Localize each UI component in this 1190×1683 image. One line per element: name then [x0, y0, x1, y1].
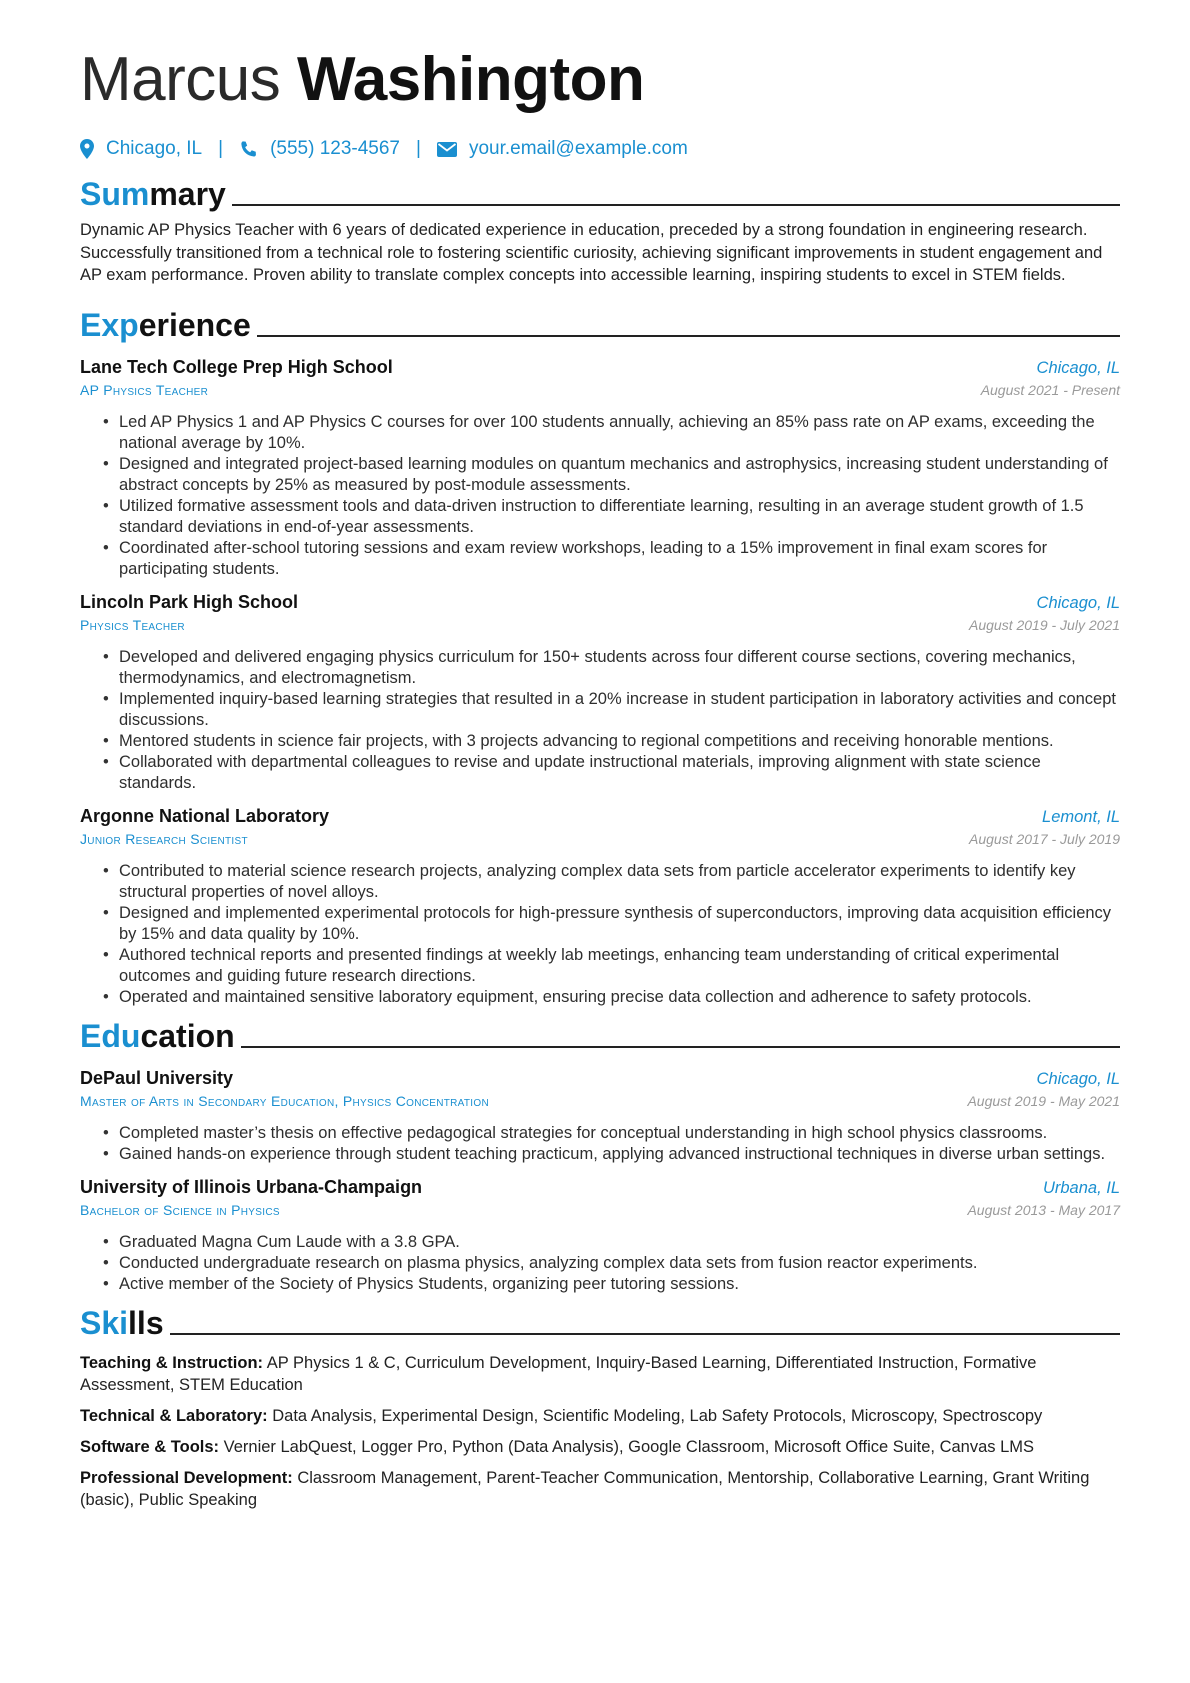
- map-marker-icon: [80, 139, 94, 159]
- entry-location: Lemont, IL: [1042, 807, 1120, 826]
- entry-header: [80, 1066, 1120, 1090]
- bullet-item: • Collaborated with departmental colleagues to revise and update instructional materials, improving alignment with state science standards.: [103, 752, 1120, 794]
- email-link: your.email@example.com: [468, 138, 688, 159]
- bullet-item: • Authored technical reports and presented findings at weekly lab meetings, enhancing team understanding of critical experimental outcomes and guiding future research directions.: [103, 945, 1120, 987]
- organization-name: Lincoln Park High School: [80, 591, 299, 612]
- organization-name: DePaul University: [80, 1067, 234, 1088]
- bullet-item: • Led AP Physics 1 and AP Physics C courses for over 100 students annually, achieving an 85% pass rate on AP exams, exceeding the national average by 10%.: [103, 412, 1120, 454]
- education-list: [80, 1066, 1120, 1295]
- contact-separator: |: [416, 138, 421, 159]
- bullet-item: • Coordinated after-school tutoring sessions and exam review workshops, leading to a 15% improvement in final exam scores for participating students.: [103, 538, 1120, 580]
- skills-list: [80, 1352, 1120, 1511]
- organization-name: Argonne National Laboratory: [80, 805, 330, 826]
- section-education-header: [80, 1012, 1120, 1056]
- section-rule: [241, 1046, 1120, 1048]
- entry-subheader: [80, 1200, 1120, 1220]
- skill-row: [80, 1467, 1120, 1511]
- entry-dates: August 2021 - Present: [980, 381, 1120, 398]
- bullet-item: • Active member of the Society of Physics Students, organizing peer tutoring sessions.: [103, 1274, 1120, 1295]
- skill-row: [80, 1436, 1120, 1458]
- candidate-name: [80, 40, 1120, 120]
- bullet-item: • Operated and maintained sensitive laboratory equipment, ensuring precise data collection and adherence to safety protocols.: [103, 987, 1120, 1008]
- organization-name: University of Illinois Urbana-Champaign: [80, 1176, 423, 1197]
- experience-entry: [80, 590, 1120, 794]
- contact-email[interactable]: [437, 138, 688, 160]
- skill-values: AP Physics 1 & C, Curriculum Development, Inquiry-Based Learning, Differentiated Instruction, Formative Assessment, STEM Education: [80, 1353, 1037, 1394]
- bullet-item: • Designed and implemented experimental protocols for high-pressure synthesis of superconductors, improving data acquisition efficiency by 15% and data quality by 10%.: [103, 903, 1120, 945]
- location-text: Chicago, IL: [106, 138, 203, 159]
- section-summary-header: [80, 170, 1120, 214]
- entry-dates: August 2017 - July 2019: [969, 830, 1120, 847]
- entry-location: Chicago, IL: [1036, 593, 1120, 612]
- bullet-item: • Contributed to material science research projects, analyzing complex data sets from particle accelerator experiments to identify key structural properties of novel alloys.: [103, 861, 1120, 903]
- entry-role: Physics Teacher: [80, 616, 185, 633]
- bullet-item: • Utilized formative assessment tools and data-driven instruction to differentiate learning, resulting in an average student growth of 1.5 standard deviations in end-of-year assessments.: [103, 496, 1120, 538]
- contact-location: [80, 138, 202, 160]
- section-title: Experience: [80, 306, 251, 343]
- contact-bar: [80, 134, 1120, 164]
- bullet-list: [80, 647, 1120, 794]
- bullet-item: • Designed and integrated project-based learning modules on quantum mechanics and astrophysics, increasing student understanding of abstract concepts by 25% as measured by post-module assessments.: [103, 454, 1120, 496]
- entry-role: AP Physics Teacher: [80, 381, 209, 398]
- bullet-item: • Graduated Magna Cum Laude with a 3.8 GPA.: [103, 1232, 1120, 1253]
- experience-list: [80, 355, 1120, 1008]
- skill-category: Teaching & Instruction:: [80, 1353, 264, 1372]
- entry-header: [80, 804, 1120, 828]
- summary-text: Dynamic AP Physics Teacher with 6 years of dedicated experience in education, preceded by a strong foundation in engineering research. Successfully transitioned from a technical role to fostering scientific curiosity, achieving significant improvements in student engagement and AP exam performance. Proven ability to translate complex concepts into accessible learning, inspiring students to excel in STEM fields.: [80, 221, 1103, 284]
- skill-category: Technical & Laboratory:: [80, 1406, 268, 1425]
- entry-role: Junior Research Scientist: [80, 830, 248, 847]
- bullet-list: [80, 861, 1120, 1008]
- skill-values: Data Analysis, Experimental Design, Scientific Modeling, Lab Safety Protocols, Microscopy, Spectroscopy: [272, 1406, 1043, 1425]
- skill-category: Professional Development:: [80, 1468, 293, 1487]
- education-entry: [80, 1066, 1120, 1165]
- entry-location: Chicago, IL: [1036, 1069, 1120, 1088]
- section-rule: [257, 335, 1120, 337]
- contact-phone[interactable]: [239, 138, 400, 160]
- entry-header: [80, 590, 1120, 614]
- bullet-list: [80, 1232, 1120, 1295]
- bullet-list: [80, 412, 1120, 580]
- resume-page: [80, 40, 1120, 1511]
- bullet-item: • Gained hands-on experience through student teaching practicum, applying advanced instructional techniques in diverse urban settings.: [103, 1144, 1120, 1165]
- skill-category: Software & Tools:: [80, 1437, 220, 1456]
- entry-subheader: [80, 615, 1120, 635]
- contact-separator: |: [218, 138, 224, 159]
- first-name: Marcus: [80, 45, 281, 114]
- bullet-item: • Mentored students in science fair projects, with 3 projects advancing to regional competitions and receiving honorable mentions.: [103, 731, 1120, 752]
- bullet-item: • Completed master’s thesis on effective pedagogical strategies for conceptual understanding in high school physics classrooms.: [103, 1123, 1120, 1144]
- skill-values: Vernier LabQuest, Logger Pro, Python (Data Analysis), Google Classroom, Microsoft Office Suite, Canvas LMS: [223, 1437, 1035, 1456]
- entry-dates: August 2019 - July 2021: [969, 616, 1120, 633]
- bullet-item: • Implemented inquiry-based learning strategies that resulted in a 20% increase in student participation in laboratory activities and concept discussions.: [103, 689, 1120, 731]
- entry-subheader: [80, 380, 1120, 400]
- section-rule: [232, 204, 1120, 206]
- entry-header: [80, 1175, 1120, 1199]
- envelope-icon: [437, 142, 457, 157]
- section-rule: [170, 1333, 1120, 1335]
- section-experience-header: [80, 301, 1120, 345]
- entry-role: Master of Arts in Secondary Education, Physics Concentration: [80, 1092, 489, 1109]
- section-skills-header: [80, 1299, 1120, 1343]
- bullet-item: • Developed and delivered engaging physics curriculum for 150+ students across four different course sections, covering mechanics, thermodynamics, and electromagnetism.: [103, 647, 1120, 689]
- entry-dates: August 2019 - May 2021: [967, 1092, 1120, 1109]
- entry-header: [80, 355, 1120, 379]
- organization-name: Lane Tech College Prep High School: [80, 356, 393, 377]
- entry-dates: August 2013 - May 2017: [967, 1201, 1120, 1218]
- entry-location: Chicago, IL: [1036, 358, 1120, 377]
- experience-entry: [80, 804, 1120, 1008]
- phone-text: (555) 123-4567: [270, 138, 400, 159]
- section-title: Summary: [80, 176, 226, 212]
- entry-subheader: [80, 1091, 1120, 1111]
- entry-location: Urbana, IL: [1042, 1178, 1120, 1197]
- phone-icon: [239, 140, 258, 159]
- skill-values: Classroom Management, Parent-Teacher Communication, Mentorship, Collaborative Learning, Grant Writing (basic), Public Speaking: [80, 1468, 1090, 1509]
- section-title: Skills: [80, 1304, 164, 1341]
- bullet-item: • Conducted undergraduate research on plasma physics, analyzing complex data sets from fusion reactor experiments.: [103, 1253, 1120, 1274]
- experience-entry: [80, 355, 1120, 580]
- section-title: Education: [80, 1017, 235, 1054]
- entry-role: Bachelor of Science in Physics: [80, 1201, 280, 1218]
- last-name: Washington: [297, 45, 645, 114]
- education-entry: [80, 1175, 1120, 1295]
- skill-row: [80, 1405, 1120, 1427]
- skill-row: [80, 1352, 1120, 1396]
- entry-subheader: [80, 829, 1120, 849]
- bullet-list: [80, 1123, 1120, 1165]
